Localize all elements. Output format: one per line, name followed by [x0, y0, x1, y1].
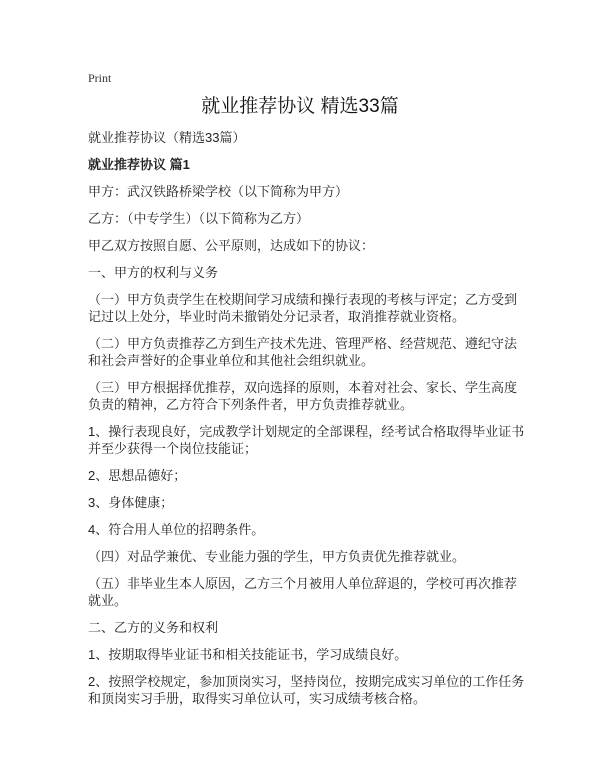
paragraph: （五）非毕业生本人原因，乙方三个月被用人单位辞退的，学校可再次推荐就业。 — [88, 576, 518, 608]
paragraph: 1、按期取得毕业证书和相关技能证书，学习成绩良好。 — [88, 647, 408, 662]
paragraph: 二、乙方的义务和权利 — [88, 620, 219, 635]
paragraph: （一）甲方负责学生在校期间学习成绩和操行表现的考核与评定；乙方受到记过以上处分，毕业时尚未撤销处分记录者，取消推荐就业资格。 — [88, 292, 518, 324]
paragraph: 4、符合用人单位的招聘条件。 — [88, 522, 265, 537]
paragraph: 2、按照学校规定，参加顶岗实习，坚持岗位，按期完成实习单位的工作任务和顶岗实习手册，取得实习单位认可，实习成绩考核合格。 — [88, 674, 525, 706]
document-title: 就业推荐协议 精选33篇 — [201, 96, 399, 117]
paragraph: 3、身体健康； — [88, 495, 174, 510]
paragraph: 乙方：（中专学生）（以下简称为乙方） — [88, 211, 310, 226]
section-heading: 就业推荐协议 篇1 — [88, 157, 190, 172]
print-link[interactable]: Print — [88, 71, 112, 85]
paragraph: 2、思想品德好； — [88, 468, 187, 483]
paragraph: 1、操行表现良好，完成教学计划规定的全部课程，经考试合格取得毕业证书并至少获得一个岗位技能证； — [88, 424, 525, 456]
paragraph: 甲方：武汉铁路桥梁学校（以下简称为甲方） — [88, 184, 349, 199]
document-subtitle: 就业推荐协议（精选33篇） — [88, 130, 246, 145]
paragraph: （二）甲方负责推荐乙方到生产技术先进、管理严格、经营规范、遵纪守法和社会声誉好的企事业单位和其他社会组织就业。 — [88, 336, 518, 368]
paragraph: 一、甲方的权利与义务 — [88, 265, 219, 280]
paragraph: （四）对品学兼优、专业能力强的学生，甲方负责优先推荐就业。 — [88, 549, 466, 564]
paragraph: 甲乙双方按照自愿、公平原则，达成如下的协议： — [88, 238, 375, 253]
paragraph: （三）甲方根据择优推荐，双向选择的原则，本着对社会、家长、学生高度负责的精神，乙方符合下列条件者，甲方负责推荐就业。 — [88, 380, 518, 412]
